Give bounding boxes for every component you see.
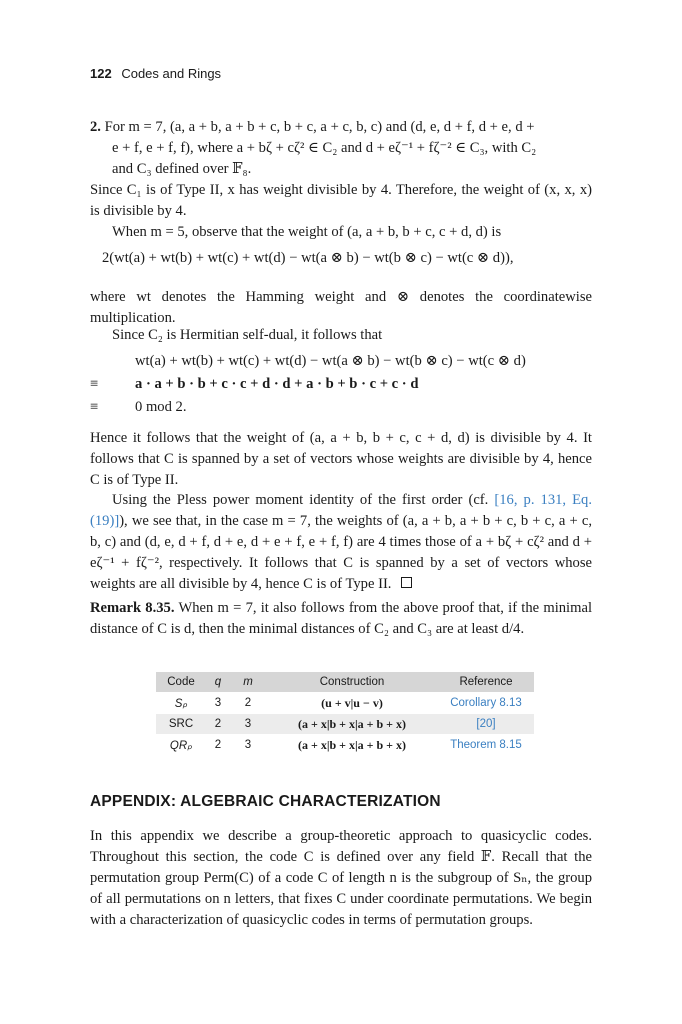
- item-2-line-a: For m = 7, (a, a + b, a + b + c, b + c, a + c, b, c) and (d, e, d + f, d + e, d +: [104, 119, 535, 135]
- table-cell: 2: [206, 714, 230, 735]
- remark-label: Remark 8.35.: [90, 600, 175, 616]
- qed-symbol: [401, 577, 412, 588]
- table-cell: (a + x|b + x|a + b + x): [266, 735, 438, 756]
- table-reference-link[interactable]: Corollary 8.13: [438, 693, 534, 714]
- table-row: [156, 714, 534, 735]
- table-reference-link[interactable]: [20]: [438, 714, 534, 735]
- table-cell: 2: [230, 693, 266, 714]
- table-cell: 3: [230, 735, 266, 756]
- table-reference-link[interactable]: Theorem 8.15: [438, 735, 534, 756]
- item-2: [90, 117, 592, 180]
- table-cell: (a + x|b + x|a + b + x): [266, 714, 438, 735]
- running-title: Codes and Rings: [121, 66, 222, 81]
- table-cell: SRC: [156, 714, 206, 735]
- appendix-paragraph: In this appendix we describe a group-theoretic approach to quasicyclic codes. Throughout this section, the code C is defined over any field 𝔽. Recall that the permutation group Perm(C) of a code C of length n is the subgroup of Sₙ, the group of all permutations on n letters, that fixes C under coordinate permutations. We begin with a characterization of quasicyclic codes in terms of permutation groups.: [90, 828, 592, 928]
- table-cell: (u + v|u − v): [266, 693, 438, 714]
- table-cell: QRₚ: [156, 735, 206, 756]
- appendix-heading: APPENDIX: ALGEBRAIC CHARACTERIZATION: [90, 793, 441, 810]
- table-row: [156, 693, 534, 714]
- table-header: q: [206, 672, 230, 693]
- running-header: [90, 66, 221, 81]
- paragraph-pless: [90, 490, 592, 595]
- item-2-line-c: and C₃ defined over 𝔽₈.: [112, 161, 252, 177]
- paragraph-hamming: where wt denotes the Hamming weight and ⊗ denotes the coordinatewise multiplication.: [90, 289, 592, 326]
- pless-text-before: Using the Pless power moment identity of the first order (cf.: [112, 492, 495, 508]
- codes-table: [156, 672, 534, 756]
- congruence-line-2: a · a + b · b + c · c + d · d + a · b + b · c + c · d: [135, 376, 419, 392]
- table-cell: 3: [230, 714, 266, 735]
- congruence-symbol: ≡: [90, 399, 99, 415]
- item-2-label: 2.: [90, 119, 101, 135]
- table-header: Code: [156, 672, 206, 693]
- congruence-line-3: 0 mod 2.: [135, 399, 187, 415]
- paragraph-hermitian: Since C₂ is Hermitian self-dual, it follows that: [112, 327, 383, 343]
- congruence-symbol: ≡: [90, 376, 99, 392]
- table-row: [156, 735, 534, 756]
- table-cell: 3: [206, 693, 230, 714]
- pless-text-after: ), we see that, in the case m = 7, the weights of (a, a + b, a + b + c, b + c, a + c, b, c) and (d, e, d + f, d + e, d + e + f, e + f, f) are 4 times those of a + bζ + cζ² and d + eζ⁻¹ + fζ⁻², respectively. It follows that C is spanned by a set of vectors whose weights are all divisible by 4, hence C is of Type II.: [90, 513, 592, 592]
- equation-weight-sum: 2(wt(a) + wt(b) + wt(c) + wt(d) − wt(a ⊗ b) − wt(b ⊗ c) − wt(c ⊗ d)),: [102, 250, 514, 266]
- item-2-line-b: e + f, e + f, f), where a + bζ + cζ² ∈ C₂ and d + eζ⁻¹ + fζ⁻² ∈ C₃, with C₂: [112, 140, 537, 156]
- table-header: Construction: [266, 672, 438, 693]
- paragraph-type-ii-weight: Since C₁ is of Type II, x has weight divisible by 4. Therefore, the weight of (x, x, x) is divisible by 4.: [90, 182, 592, 219]
- page-number: 122: [90, 66, 112, 81]
- citation-link[interactable]: [16, p. 131, Eq. (19)]: [90, 492, 592, 529]
- paragraph-m5: When m = 5, observe that the weight of (a, a + b, b + c, c + d, d) is: [112, 224, 502, 240]
- paragraph-type-ii-conclusion: Hence it follows that the weight of (a, a + b, b + c, c + d, d) is divisible by 4. It follows that C is spanned by a set of vectors whose weights are divisible by 4, hence C is of Type II.: [90, 430, 592, 488]
- table-cell: Sₚ: [156, 693, 206, 714]
- table-header-row: [156, 672, 534, 693]
- table-header: Reference: [438, 672, 534, 693]
- table-cell: 2: [206, 735, 230, 756]
- remark-text: When m = 7, it also follows from the above proof that, if the minimal distance of C is d, then the minimal distances of C₂ and C₃ are at least d/4.: [90, 600, 592, 637]
- table-header: m: [230, 672, 266, 693]
- remark-8-35: [90, 598, 592, 640]
- congruence-line-1: wt(a) + wt(b) + wt(c) + wt(d) − wt(a ⊗ b) − wt(b ⊗ c) − wt(c ⊗ d): [135, 353, 526, 369]
